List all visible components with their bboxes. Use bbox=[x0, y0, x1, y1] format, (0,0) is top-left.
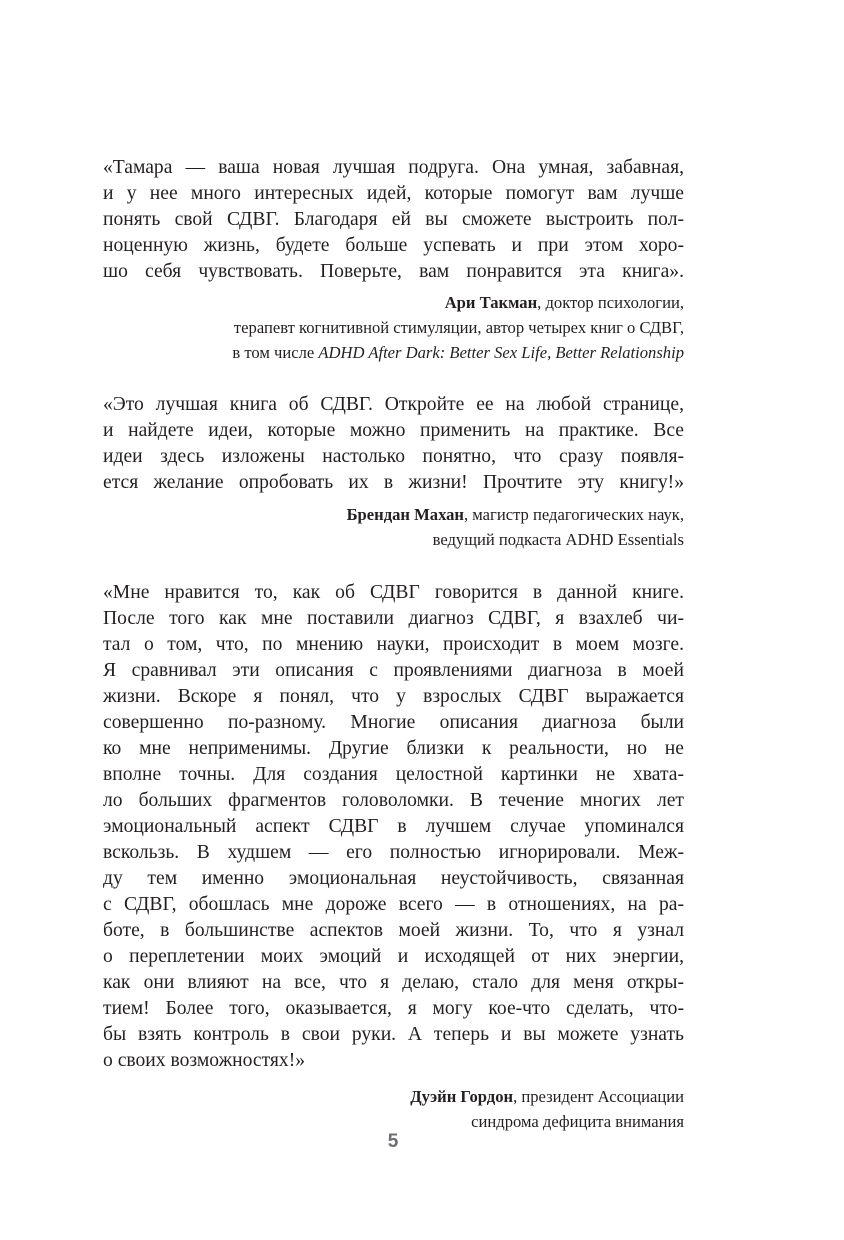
quote-line: ко мне неприменимы. Другие близки к реальности, но не bbox=[103, 738, 684, 759]
testimonial-attribution bbox=[103, 1084, 684, 1134]
quote-line: После того как мне поставили диагноз СДВГ, я взахлеб чи- bbox=[103, 608, 684, 629]
author-credentials: , президент Ассоциации bbox=[513, 1087, 684, 1106]
quote-line: о своих возможностях!» bbox=[103, 1050, 306, 1071]
quote-line: ло больших фрагментов головоломки. В течение многих лет bbox=[103, 790, 684, 811]
quote-line: жизни. Вскоре я понял, что у взрослых СДВГ выражается bbox=[103, 686, 684, 707]
author-credentials: в том числе bbox=[232, 343, 319, 362]
quote-line: понять свой СДВГ. Благодаря ей вы сможете выстроить пол- bbox=[103, 209, 684, 230]
quote-line: ется желание опробовать их в жизни! Прочтите эту книгу!» bbox=[103, 472, 684, 493]
quote-line: совершенно по-разному. Многие описания диагноза были bbox=[103, 712, 684, 733]
quote-line: идеи здесь изложены настолько понятно, что сразу появля- bbox=[103, 446, 684, 467]
quote-line: бы взять контроль в свои руки. А теперь и вы можете узнать bbox=[103, 1024, 684, 1045]
quote-line: вполне точны. Для создания целостной картинки не хвата- bbox=[103, 764, 684, 785]
quote-line: тием! Более того, оказывается, я могу кое-что сделать, что- bbox=[103, 998, 684, 1019]
author-name: Дуэйн Гордон bbox=[410, 1087, 514, 1106]
author-name: Ари Такман bbox=[444, 293, 538, 312]
testimonial-attribution bbox=[103, 502, 684, 552]
testimonial-attribution bbox=[103, 290, 684, 365]
attribution-line bbox=[103, 502, 684, 527]
author-credentials: терапевт когнитивной стимуляции, автор четырех книг о СДВГ, bbox=[233, 318, 684, 337]
quote-line: как они влияют на все, что я делаю, стало для меня откры- bbox=[103, 972, 684, 993]
book-title: ADHD After Dark: Better Sex Life, Better Relationship bbox=[318, 343, 684, 362]
quote-line: «Тамара — ваша новая лучшая подруга. Она умная, забавная, bbox=[103, 157, 684, 178]
testimonial-quote bbox=[103, 155, 684, 285]
quote-line: ду тем именно эмоциональная неустойчивость, связанная bbox=[103, 868, 684, 889]
attribution-line bbox=[103, 290, 684, 315]
quote-line: эмоциональный аспект СДВГ в лучшем случае упоминался bbox=[103, 816, 684, 837]
quote-line: и найдете идеи, которые можно применить на практике. Все bbox=[103, 420, 684, 441]
quote-line: «Мне нравится то, как об СДВГ говорится в данной книге. bbox=[103, 582, 684, 603]
quote-line: о переплетении моих эмоций и исходящей от них энергии, bbox=[103, 946, 684, 967]
quote-line: с СДВГ, обошлась мне дороже всего — в отношениях, на ра- bbox=[103, 894, 684, 915]
quote-line: ноценную жизнь, будете больше успевать и при этом хоро- bbox=[103, 235, 684, 256]
author-credentials: , доктор психологии, bbox=[537, 293, 684, 312]
author-credentials: , магистр педагогических наук, bbox=[464, 505, 684, 524]
quote-line: и у нее много интересных идей, которые помогут вам лучше bbox=[103, 183, 684, 204]
quote-line: тал о том, что, по мнению науки, происходит в моем мозге. bbox=[103, 634, 684, 655]
quote-line: «Это лучшая книга об СДВГ. Откройте ее на любой странице, bbox=[103, 394, 684, 415]
page-number: 5 bbox=[387, 1131, 399, 1152]
book-page bbox=[103, 155, 684, 1134]
testimonial-quote bbox=[103, 580, 684, 1074]
testimonial-mahan bbox=[103, 392, 684, 552]
quote-line: боте, в большинстве аспектов моей жизни. То, что я узнал bbox=[103, 920, 684, 941]
attribution-line bbox=[103, 1084, 684, 1109]
quote-line: шо себя чувствовать. Поверьте, вам понравится эта книга». bbox=[103, 261, 684, 282]
author-name: Брендан Махан bbox=[346, 505, 464, 524]
attribution-line bbox=[103, 340, 684, 365]
testimonial-gordon bbox=[103, 580, 684, 1134]
author-credentials: синдрома дефицита внимания bbox=[471, 1112, 684, 1131]
quote-line: Я сравнивал эти описания с проявлениями диагноза в моей bbox=[103, 660, 684, 681]
testimonial-quote bbox=[103, 392, 684, 496]
author-credentials: ведущий подкаста ADHD Essentials bbox=[432, 530, 684, 549]
testimonial-takman bbox=[103, 155, 684, 365]
quote-line: вскользь. В худшем — его полностью игнорировали. Меж- bbox=[103, 842, 684, 863]
